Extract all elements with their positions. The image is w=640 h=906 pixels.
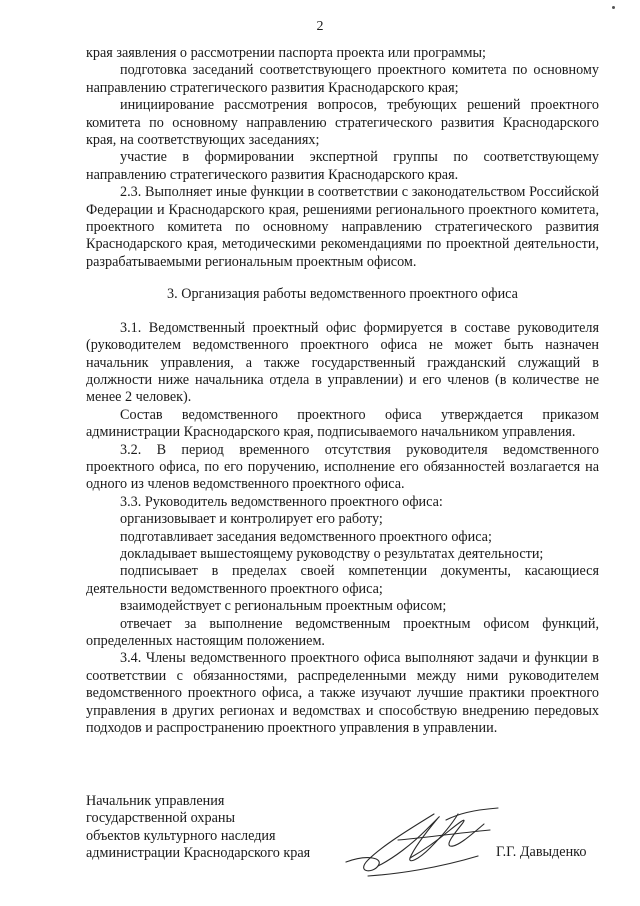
- page-number: 2: [316, 19, 324, 34]
- signer-name: Г.Г. Давыденко: [496, 844, 587, 860]
- handwritten-signature: [338, 800, 508, 890]
- signatory-title-line: администрации Краснодарского края: [86, 845, 311, 862]
- document-body: [86, 45, 599, 737]
- scan-dot: [612, 6, 615, 9]
- paragraph: подготавливает заседания ведомственного проектного офиса;: [120, 528, 492, 545]
- paragraph: докладывает вышестоящему руководству о результатах деятельности;: [120, 545, 544, 562]
- signatory-title-line: Начальник управления: [86, 793, 225, 809]
- paragraph: края заявления о рассмотрении паспорта проекта или программы;: [86, 45, 486, 61]
- paragraph: взаимодействует с региональным проектным офисом;: [120, 598, 447, 615]
- paragraph: 3.2. В период временного отсутствия руководителя ведомственного проектного офиса, по его поручению, исполнение его обязанностей возлагается на одного из членов ведомственного проектного офиса.: [86, 441, 599, 493]
- paragraph: 3.1. Ведомственный проектный офис формируется в составе руководителя (руководителем ведомственного проектного офиса не может быть назначен начальник управления, а также государственный гражданский служащий в должности ниже начальника отдела в управлении) и его членов (в количестве не менее 2 человек).: [86, 319, 599, 406]
- paragraph: 3.4. Члены ведомственного проектного офиса выполняют задачи и функции в соответствии с обязанностями, распределенными между ними руководителем ведомственного проектного офиса, а также изучают лучшие практики проектного управления в других регионах и ведомствах и способствую внедрению передовых подходов и распространению проектного управления в управлении.: [86, 650, 599, 737]
- signatory-title-line: государственной охраны: [86, 810, 236, 827]
- paragraph: 3.3. Руководитель ведомственного проектного офиса:: [120, 493, 443, 510]
- paragraph: отвечает за выполнение ведомственным проектным офисом функций, определенных настоящим положением.: [86, 615, 599, 649]
- paragraph: участие в формировании экспертной группы по соответствующему направлению стратегического развития Краснодарского края.: [86, 149, 599, 183]
- paragraph: инициирование рассмотрения вопросов, требующих решений проектного комитета по основному направлению стратегического развития Краснодарского края, на соответствующих заседаниях;: [86, 97, 599, 149]
- signatory-title-line: объектов культурного наследия: [86, 827, 276, 844]
- paragraph: подписывает в пределах своей компетенции документы, касающиеся деятельности ведомственного проектного офиса;: [86, 563, 599, 597]
- paragraph: подготовка заседаний соответствующего проектного комитета по основному направлению стратегического развития Краснодарского края;: [86, 62, 599, 96]
- paragraph: 2.3. Выполняет иные функции в соответствии с законодательством Российской Федерации и Краснодарского края, решениями регионального проектного комитета, проектного комитета по основному направлению стратегического развития Краснодарского края, методическими рекомендациями по проектной деятельности, разрабатываемыми региональным проектным офисом.: [86, 184, 599, 270]
- section-heading: 3. Организация работы ведомственного проектного офиса: [167, 286, 518, 303]
- paragraph: Состав ведомственного проектного офиса утверждается приказом администрации Краснодарского края, подписываемого начальником управления.: [86, 406, 599, 441]
- paragraph: организовывает и контролирует его работу;: [120, 511, 383, 528]
